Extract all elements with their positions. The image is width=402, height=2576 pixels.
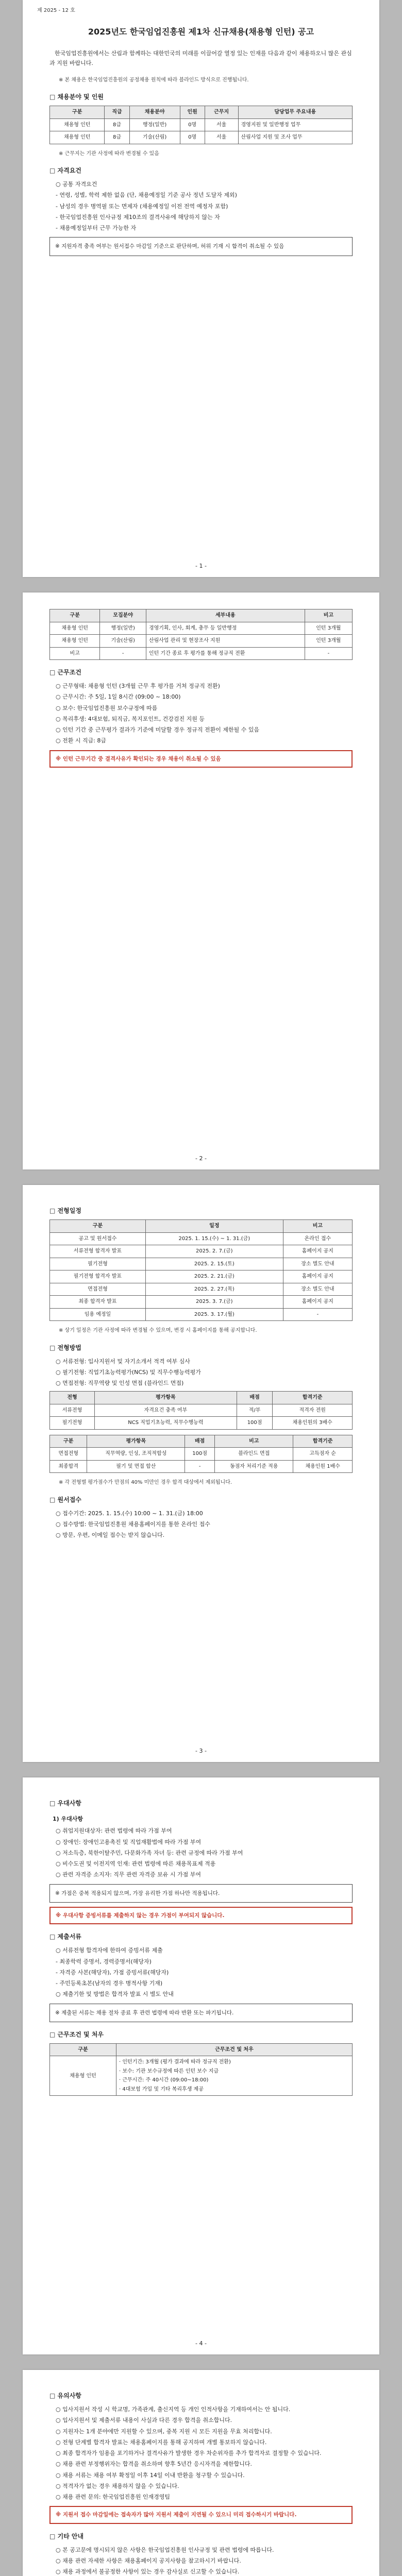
table-header: 구분: [50, 609, 100, 622]
table-cell: 최종합격: [50, 1460, 87, 1473]
list-item: ○ 입사지원서 및 제출서류 내용이 사실과 다른 경우 합격을 취소합니다.: [56, 2417, 232, 2424]
section-heading-9: □ 근무조건 및 처우: [49, 2029, 353, 2040]
list-item: ○ 공통 자격요건: [56, 181, 97, 188]
list-item: ○ 전형 단계별 합격자 발표는 채용홈페이지를 통해 공지하며 개별 통보하지 않습니다.: [56, 2438, 267, 2446]
table-cell: 장소 별도 안내: [283, 1258, 352, 1270]
table-row: [50, 2056, 353, 2096]
table-header: 인원: [180, 106, 205, 119]
table-cell: 채용인원의 3배수: [273, 1417, 353, 1430]
table-cell: 임용 예정일: [50, 1308, 146, 1321]
table-cell: 기술(산림): [100, 635, 146, 648]
table-cell: 산림사업 관리 및 현장조사 지원: [146, 635, 305, 648]
list-item: ○ 입사지원서 작성 시 학교명, 가족관계, 출신지역 등 개인 인적사항을 기재하여서는 안 됩니다.: [56, 2406, 291, 2413]
intro-note: ※ 본 채용은 한국임업진흥원의 공정채용 원칙에 따라 블라인드 방식으로 진행됩니다.: [59, 77, 249, 83]
table-cell: 산림사업 지원 및 조사 업무: [238, 131, 352, 144]
list-item: - 한국임업진흥원 인사규정 제10조의 결격사유에 해당하지 않는 자: [56, 213, 220, 221]
table-cell: -: [185, 1460, 215, 1473]
section-heading-1: □ 채용분야 및 인원: [49, 92, 353, 103]
table-header: 배점: [237, 1392, 273, 1404]
table-row: [50, 622, 353, 635]
table-row: [50, 647, 353, 660]
table-header: 모집분야: [100, 609, 146, 622]
recruitment-table: [49, 106, 353, 144]
table-header: 구분: [50, 1220, 146, 1233]
table-cell: · 인턴기간: 3개월 (평가 결과에 따라 정규직 전환) · 보수: 기관 보수규정에 따른 인턴 보수 지급 · 근무시간: 주 40시간 (09:00~18:00) · 4대보험 가입 및 기타 복리후생 제공: [116, 2056, 353, 2096]
table-cell: 채용형 인턴: [50, 635, 100, 648]
table-cell: 8급: [105, 131, 129, 144]
table-cell: 인턴 기간 종료 후 평가를 통해 정규직 전환: [146, 647, 305, 660]
table-cell: 2025. 2. 15.(토): [145, 1258, 283, 1270]
table-row: [50, 1258, 353, 1270]
section-heading-8: □ 제출서류: [49, 1931, 353, 1942]
table-header: 비고: [305, 609, 352, 622]
list-item: ○ 방문, 우편, 이메일 접수는 받지 않습니다.: [56, 1532, 165, 1539]
table-cell: 동점자 처리기준 적용: [215, 1460, 293, 1473]
table-cell: 100점: [185, 1448, 215, 1461]
list-item: ○ 복리후생: 4대보험, 퇴직금, 복지포인트, 건강검진 지원 등: [56, 715, 205, 722]
warning-box: ※ 우대사항 증빙서류를 제출하지 않는 경우 가점이 부여되지 않습니다.: [49, 1907, 353, 1924]
document-page-1: [23, 0, 379, 577]
table-cell: 행정(일반): [129, 118, 180, 131]
table-cell: 필기전형: [50, 1258, 146, 1270]
table-header: 구분: [50, 1435, 87, 1448]
table-cell: 필기 및 면접 합산: [87, 1460, 185, 1473]
table-cell: 인턴 3개월: [305, 635, 352, 648]
table-header: 합격기준: [273, 1392, 353, 1404]
table-cell: 필기전형: [50, 1417, 95, 1430]
table-row: [50, 635, 353, 648]
page-title: 2025년도 한국임업진흥원 제1차 신규채용(채용형 인턴) 공고: [88, 27, 314, 37]
list-item: - 채용예정일부터 근무 가능한 자: [56, 225, 137, 231]
table-row: [50, 118, 353, 131]
warning-box: ※ 지원서 접수 마감일에는 접속자가 많아 지원서 제출이 지연될 수 있으니 미리 접수하시기 바랍니다.: [49, 2506, 353, 2523]
table-cell: 2025. 2. 7.(금): [145, 1245, 283, 1258]
table-cell: 8급: [105, 118, 129, 131]
list-item: ○ 지원자는 1개 분야에만 지원할 수 있으며, 중복 지원 시 모든 지원을 무효 처리합니다.: [56, 2428, 272, 2435]
list-item: ○ 제출기한 및 방법은 합격자 발표 시 별도 안내: [56, 1991, 174, 1998]
list-item: ○ 채용 관련 자세한 사항은 채용홈페이지 공지사항을 참고하시기 바랍니다.: [56, 2557, 241, 2564]
notice-box: ※ 지원자격 충족 여부는 원서접수 마감일 기준으로 판단하며, 허위 기재 시 합격이 취소될 수 있음: [49, 237, 353, 256]
table-row: [50, 1460, 353, 1473]
table-row: [50, 1417, 353, 1430]
table-cell: 0명: [180, 131, 205, 144]
page-number: - 1 -: [195, 562, 207, 569]
table-cell: -: [305, 647, 352, 660]
list-item: - 최종학력 증명서, 경력증명서(해당자): [56, 1958, 152, 1965]
table-header: 일정: [145, 1220, 283, 1233]
list-item: - 연령, 성별, 학력 제한 없음 (단, 채용예정일 기준 공사 정년 도달자 제외): [56, 192, 237, 199]
table-cell: 서류전형 합격자 발표: [50, 1245, 146, 1258]
section-heading-10: □ 유의사항: [49, 2391, 353, 2401]
table-cell: 경영지원 및 일반행정 업무: [238, 118, 352, 131]
table-note: ※ 각 전형별 평가점수가 만점의 40% 미만인 경우 합격 대상에서 제외됩니다.: [59, 1480, 232, 1486]
table-header: 평가항목: [87, 1435, 185, 1448]
list-item: ○ 면접전형: 직무역량 및 인성 면접 (블라인드 면접): [56, 1380, 184, 1386]
table-header: 근무조건 및 처우: [116, 2043, 353, 2056]
list-item: ○ 접수방법: 한국임업진흥원 채용홈페이지를 통한 온라인 접수: [56, 1521, 210, 1528]
intro-paragraph: 한국임업진흥원에서는 산림과 함께하는 대한민국의 미래를 이끌어갈 열정 있는 인재를 다음과 같이 채용하오니 많은 관심과 지원 바랍니다.: [49, 50, 352, 67]
table-row: [50, 1296, 353, 1309]
table-cell: 홈페이지 공지: [283, 1245, 352, 1258]
table-note: ※ 상기 일정은 기관 사정에 따라 변경될 수 있으며, 변경 시 홈페이지를 통해 공지합니다.: [59, 1328, 257, 1333]
table-cell: 공고 및 원서접수: [50, 1232, 146, 1245]
table-cell: 필기전형 합격자 발표: [50, 1270, 146, 1283]
list-item: ○ 적격자가 없는 경우 채용하지 않을 수 있습니다.: [56, 2482, 179, 2489]
table-header: 직급: [105, 106, 129, 119]
table-cell: 비고: [50, 647, 100, 660]
table-cell: 100점: [237, 1417, 273, 1430]
table-cell: 직무역량, 인성, 조직적합성: [87, 1448, 185, 1461]
table-header: 전형: [50, 1392, 95, 1404]
section-heading-6: □ 원서접수: [49, 1495, 353, 1505]
list-item: - 남성의 경우 병역필 또는 면제자 (채용예정일 이전 전역 예정자 포함): [56, 202, 228, 210]
table-cell: 홈페이지 공지: [283, 1296, 352, 1309]
list-item: ○ 장애인: 장애인고용촉진 및 직업재활법에 따라 가점 부여: [56, 1838, 202, 1845]
list-item: ○ 접수기간: 2025. 1. 15.(수) 10:00 ~ 1. 31.(금) 18:00: [56, 1510, 203, 1517]
notice-box: ※ 가점은 중복 적용되지 않으며, 가장 유리한 가점 하나만 적용됩니다.: [49, 1884, 353, 1903]
table-cell: 채용형 인턴: [50, 131, 105, 144]
table-cell: 2025. 3. 7.(금): [145, 1296, 283, 1309]
table-cell: 최종 합격자 발표: [50, 1296, 146, 1309]
position-detail-table: [49, 609, 353, 660]
evaluation-table: [49, 1391, 353, 1430]
table-cell: 적격자 전원: [273, 1404, 353, 1417]
list-item: ○ 채용 과정에서 불공정한 사항이 있는 경우 감사실로 신고할 수 있습니다.: [56, 2568, 240, 2575]
table-cell: 자격요건 충족 여부: [95, 1404, 237, 1417]
table-cell: 면접전형: [50, 1448, 87, 1461]
table-row: [50, 1404, 353, 1417]
table-row: [50, 1245, 353, 1258]
table-cell: 홈페이지 공지: [283, 1270, 352, 1283]
list-item: ○ 관련 자격증 소지자: 직무 관련 자격증 보유 시 가점 부여: [56, 1871, 202, 1878]
list-item: ○ 인턴 기간 중 근무평가 결과가 기준에 미달할 경우 정규직 전환이 제한될 수 있음: [56, 726, 260, 733]
table-header: 평가항목: [95, 1392, 237, 1404]
section-heading-4: □ 전형일정: [49, 1206, 353, 1216]
table-cell: 고득점자 순: [293, 1448, 353, 1461]
table-cell: -: [100, 647, 146, 660]
interview-table: [49, 1435, 353, 1473]
list-item: ○ 채용 관련 문의: 한국임업진흥원 인재경영팀: [56, 2494, 171, 2500]
list-item: ○ 보수: 한국임업진흥원 보수규정에 따름: [56, 704, 158, 711]
table-cell: 채용인원 1배수: [293, 1460, 353, 1473]
notice-box: ※ 제출된 서류는 채용 절차 종료 후 관련 법령에 따라 반환 또는 파기됩니다.: [49, 2004, 353, 2022]
table-row: [50, 1448, 353, 1461]
table-cell: 인턴 3개월: [305, 622, 352, 635]
table-note: ※ 근무지는 기관 사정에 따라 변경될 수 있음: [59, 150, 159, 157]
table-header: 합격기준: [293, 1435, 353, 1448]
list-item: ○ 최종 합격자가 임용을 포기하거나 결격사유가 발생한 경우 차순위자를 추가 합격자로 결정할 수 있습니다.: [56, 2450, 322, 2456]
table-header: 구분: [50, 2043, 116, 2056]
table-row: [50, 131, 353, 144]
table-cell: 2025. 3. 17.(월): [145, 1308, 283, 1321]
list-item: ○ 전환 시 직급: 8급: [56, 737, 107, 744]
page-number: - 2 -: [195, 1155, 207, 1162]
table-cell: 블라인드 면접: [215, 1448, 293, 1461]
document-page-5: [23, 2370, 379, 2576]
table-cell: 2025. 2. 27.(목): [145, 1283, 283, 1296]
list-item: ○ 필기전형: 직업기초능력평가(NCS) 및 직무수행능력평가: [56, 1368, 201, 1376]
table-header: 채용분야: [129, 106, 180, 119]
list-item: ○ 채용 관련 부정행위자는 합격을 취소하며 향후 5년간 응시자격을 제한합니다.: [56, 2461, 252, 2468]
list-item: - 주민등록초본(남자의 경우 병적사항 기재): [56, 1980, 163, 1987]
table-cell: 기술(산림): [129, 131, 180, 144]
table-cell: NCS 직업기초능력, 직무수행능력: [95, 1417, 237, 1430]
table-header: 세부내용: [146, 609, 305, 622]
list-item: ○ 근무시간: 주 5일, 1일 8시간 (09:00 ~ 18:00): [56, 693, 181, 701]
table-cell: 서울: [205, 118, 238, 131]
table-cell: 서울: [205, 131, 238, 144]
list-item: ○ 취업지원대상자: 관련 법령에 따라 가점 부여: [56, 1827, 172, 1835]
table-row: [50, 1308, 353, 1321]
list-item: ○ 서류전형 합격자에 한하여 증빙서류 제출: [56, 1947, 163, 1954]
table-header: 담당업무 주요내용: [238, 106, 352, 119]
page-number: - 3 -: [195, 1747, 207, 1754]
page-number: - 4 -: [195, 2340, 207, 2347]
document-page-3: [23, 1185, 379, 1762]
subsection-heading: 1) 우대사항: [53, 1816, 83, 1822]
table-header: 비고: [215, 1435, 293, 1448]
table-cell: 행정(일반): [100, 622, 146, 635]
schedule-table: [49, 1219, 353, 1321]
document-page-4: [23, 1777, 379, 2354]
table-cell: 온라인 접수: [283, 1232, 352, 1245]
list-item: ○ 근무형태: 채용형 인턴 (3개월 근무 후 평가를 거쳐 정규직 전환): [56, 683, 220, 689]
table-cell: 경영기획, 인사, 회계, 총무 등 일반행정: [146, 622, 305, 635]
list-item: ○ 서류전형: 입사지원서 및 자기소개서 적격 여부 심사: [56, 1358, 190, 1365]
table-header: 구분: [50, 106, 105, 119]
section-heading-11: □ 기타 안내: [49, 2531, 353, 2542]
table-cell: 0명: [180, 118, 205, 131]
table-header: 비고: [283, 1220, 352, 1233]
table-cell: 2025. 2. 21.(금): [145, 1270, 283, 1283]
table-cell: 적/부: [237, 1404, 273, 1417]
list-item: - 자격증 사본(해당자), 가점 증빙서류(해당자): [56, 1969, 169, 1976]
section-heading-3: □ 근무조건: [49, 667, 353, 678]
warning-box: ※ 인턴 근무기간 중 결격사유가 확인되는 경우 채용이 취소될 수 있음: [49, 750, 353, 768]
document-number: 제 2025 - 12 호: [37, 8, 75, 13]
list-item: ○ 비수도권 및 이전지역 인재: 관련 법령에 따른 채용목표제 적용: [56, 1860, 216, 1867]
section-heading-5: □ 전형방법: [49, 1343, 353, 1353]
table-header: 배점: [185, 1435, 215, 1448]
list-item: ○ 본 공고문에 명시되지 않은 사항은 한국임업진흥원 인사규정 및 관련 법령에 따릅니다.: [56, 2546, 274, 2553]
table-row: [50, 1232, 353, 1245]
table-cell: 채용형 인턴: [50, 2056, 116, 2096]
section-heading-7: □ 우대사항: [49, 1798, 353, 1809]
table-cell: 서류전형: [50, 1404, 95, 1417]
table-row: [50, 1283, 353, 1296]
table-cell: 면접전형: [50, 1283, 146, 1296]
list-item: ○ 채용 서류는 채용 여부 확정일 이후 14일 이내 반환을 청구할 수 있습니다.: [56, 2471, 245, 2479]
table-row: [50, 1270, 353, 1283]
table-cell: -: [283, 1308, 352, 1321]
conditions-table: [49, 2043, 353, 2096]
table-cell: 채용형 인턴: [50, 118, 105, 131]
table-cell: 채용형 인턴: [50, 622, 100, 635]
document-page-2: [23, 592, 379, 1170]
table-cell: 장소 별도 안내: [283, 1283, 352, 1296]
table-header: 근무지: [205, 106, 238, 119]
list-item: ○ 저소득층, 북한이탈주민, 다문화가족 자녀 등: 관련 규정에 따라 가점 부여: [56, 1849, 243, 1856]
section-heading-2: □ 자격요건: [49, 165, 353, 176]
table-cell: 2025. 1. 15.(수) ~ 1. 31.(금): [145, 1232, 283, 1245]
